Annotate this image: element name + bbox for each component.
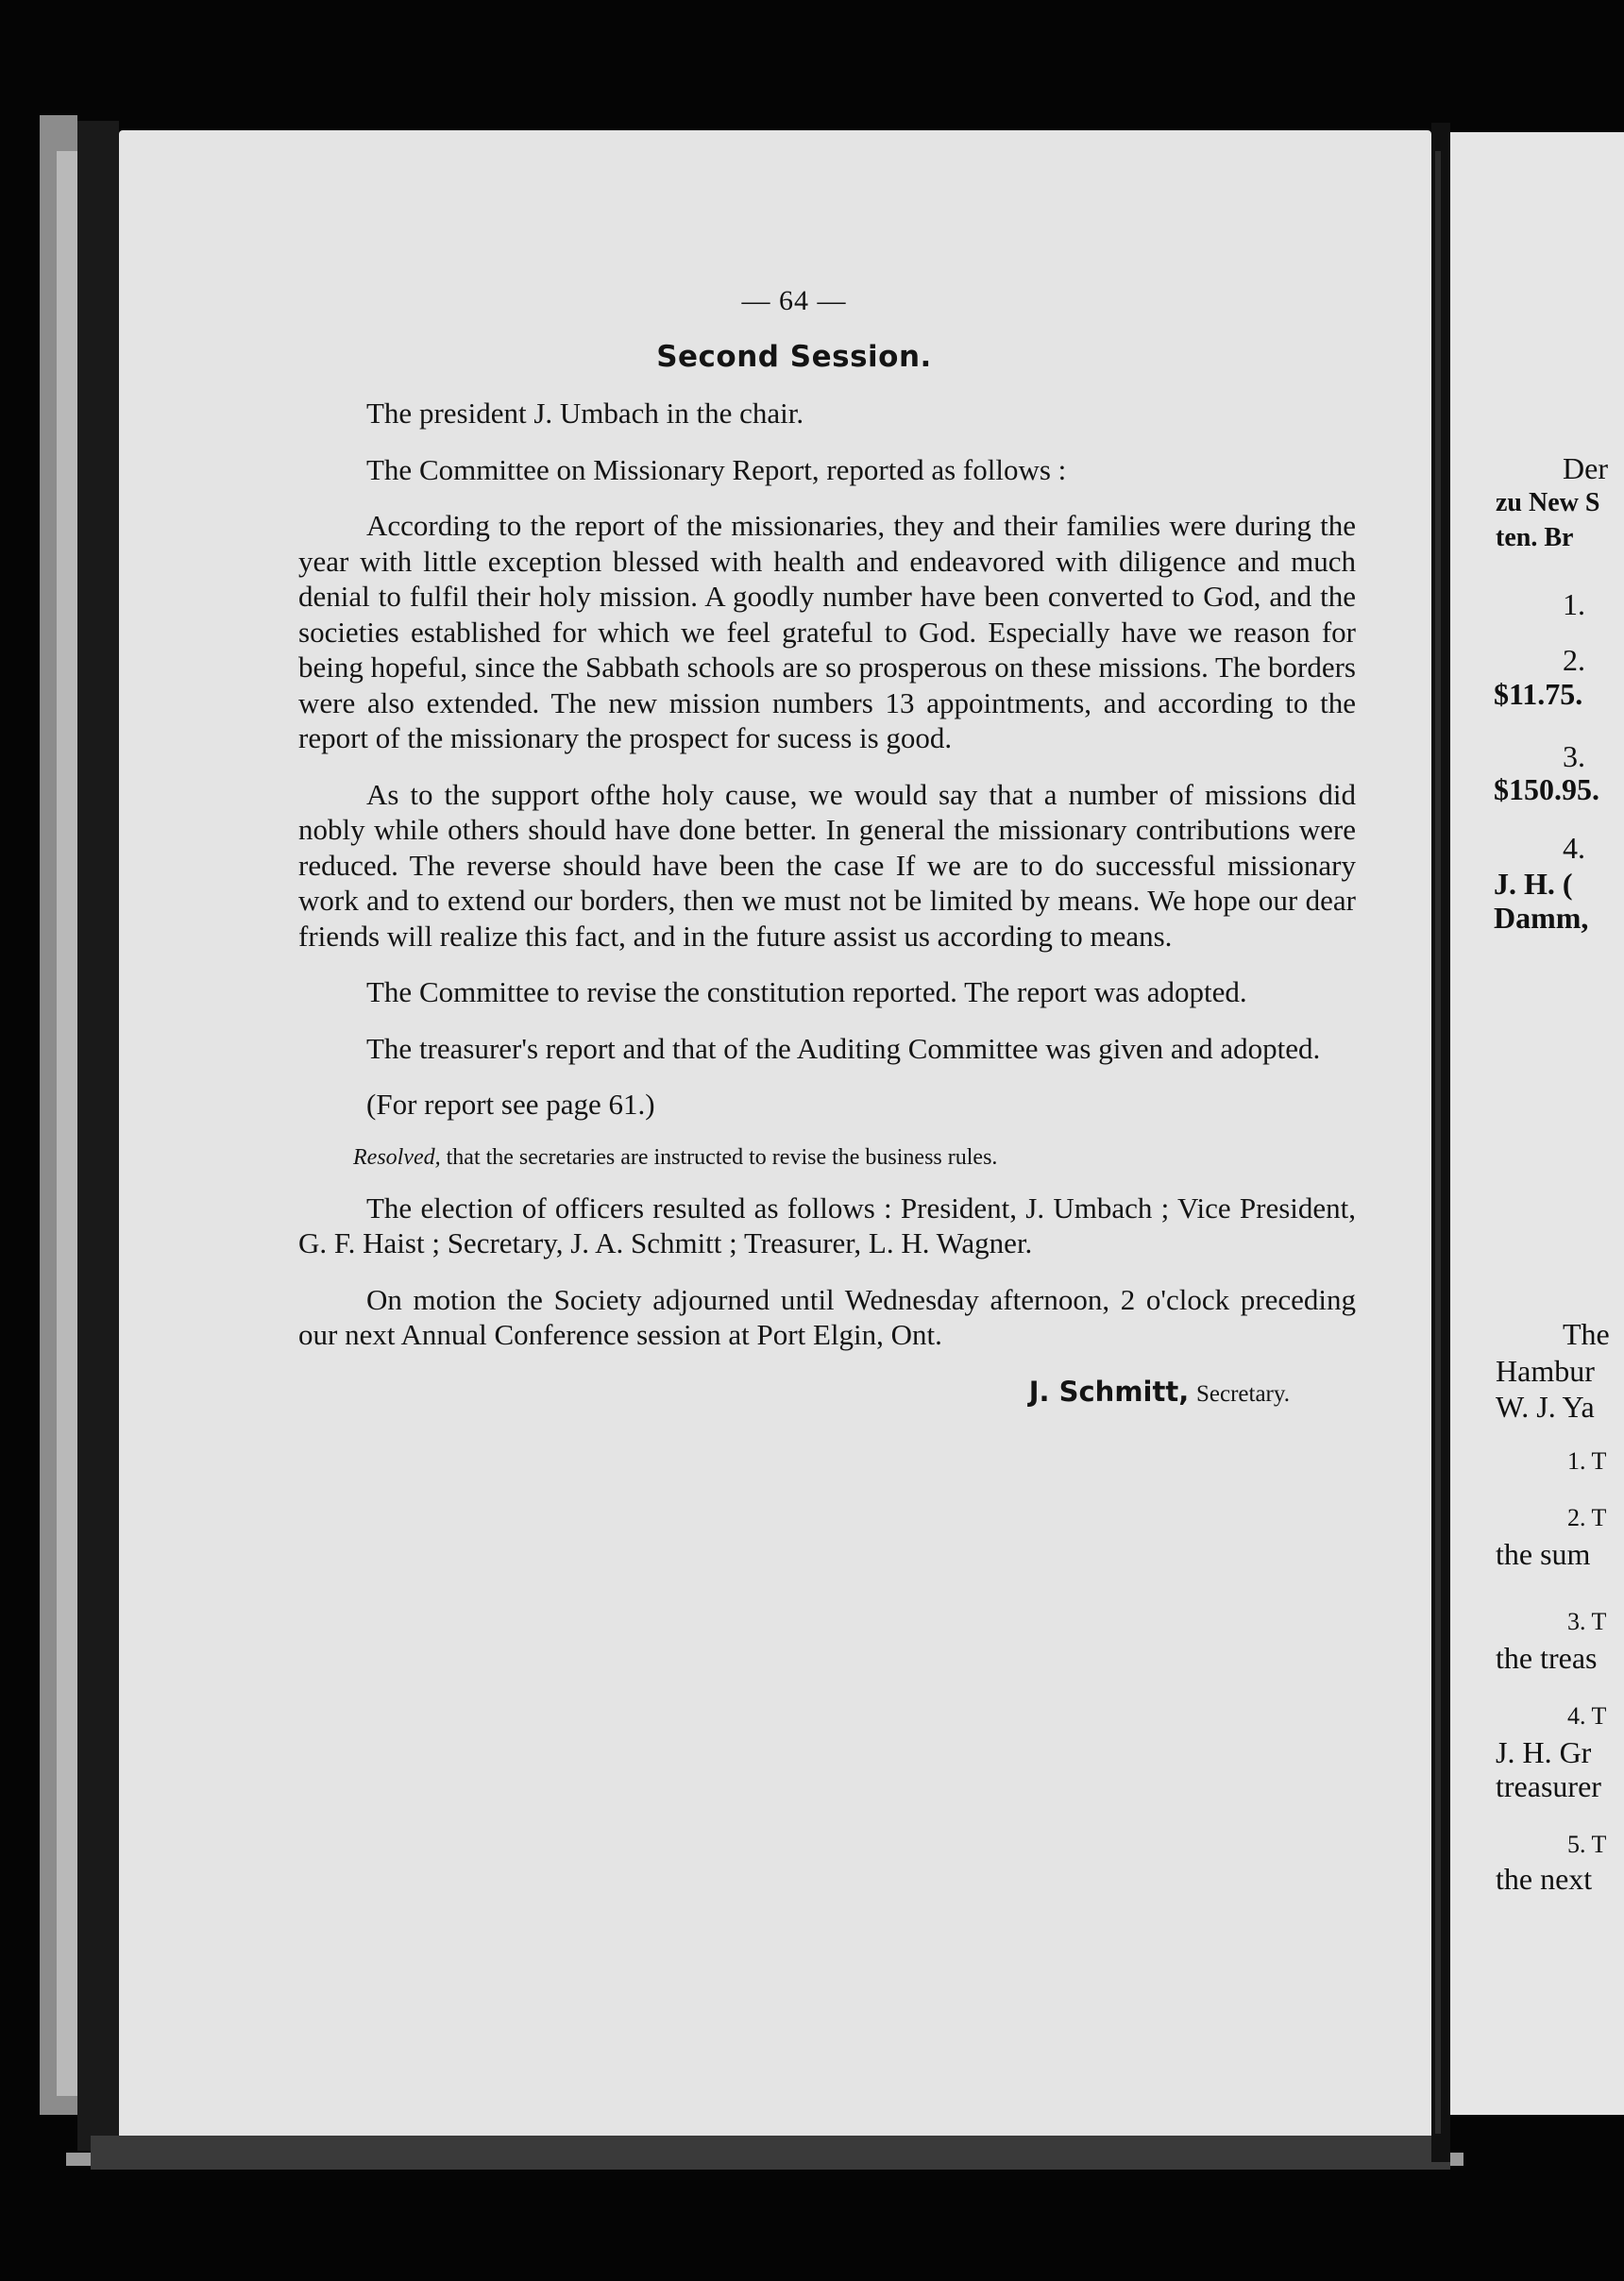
signature bbox=[298, 1374, 1356, 1412]
paragraph-chair: The president J. Umbach in the chair. bbox=[366, 397, 804, 430]
right-page-line: Damm, bbox=[1494, 901, 1589, 935]
resolution-label: Resolved, bbox=[353, 1144, 441, 1170]
right-page-line: the sum bbox=[1496, 1537, 1591, 1571]
book-edge-shadow bbox=[77, 121, 119, 2151]
right-page-fragment bbox=[1450, 132, 1624, 2115]
signature-title: Secretary. bbox=[1195, 1380, 1290, 1407]
right-page-line: Hambur bbox=[1496, 1354, 1595, 1388]
right-page-line: $150.95. bbox=[1494, 772, 1599, 806]
page-bottom-edge bbox=[91, 2136, 1450, 2170]
right-page-line: J. H. ( bbox=[1494, 867, 1573, 901]
paragraph-support: As to the support ofthe holy cause, we would say that a number of missions did nobly while others should have done better. In general the missionary contributions were reduced. The reverse should have been the case If we are to do successful missionary work and to extend our borders, then we must not be limited by means. We hope our dear friends will realize this fact, and in the future assist us according to means. bbox=[298, 777, 1356, 953]
paragraph-adjournment: On motion the Society adjourned until Wednesday afternoon, 2 o'clock preceding our next Annual Conference session at Port Elgin, Ont. bbox=[298, 1282, 1356, 1351]
right-page-line: 3. T bbox=[1567, 1608, 1607, 1635]
right-page-line: 2. T bbox=[1567, 1504, 1607, 1531]
resolution-text: that the secretaries are instructed to revise the business rules. bbox=[440, 1144, 998, 1170]
book-gutter-line bbox=[1435, 151, 1441, 2134]
right-page-line: 3. bbox=[1563, 739, 1585, 773]
right-page-line: $11.75. bbox=[1494, 677, 1583, 711]
book-edge-pages bbox=[57, 151, 77, 2096]
right-page-line: Der bbox=[1563, 451, 1608, 485]
right-page-line: 2. bbox=[1563, 643, 1585, 677]
paragraph-committee-intro: The Committee on Missionary Report, reported as follows : bbox=[366, 452, 1067, 486]
right-page-line: the next bbox=[1496, 1862, 1593, 1896]
paragraph-report-reference: (For report see page 61.) bbox=[366, 1088, 655, 1121]
section-heading: Second Session. bbox=[656, 339, 932, 374]
right-page-line: 5. T bbox=[1567, 1831, 1607, 1858]
right-page-line: treasurer bbox=[1496, 1769, 1601, 1803]
right-page-line: 1. T bbox=[1567, 1447, 1607, 1475]
right-page-line: zu New S bbox=[1496, 488, 1600, 517]
left-page-content bbox=[298, 283, 1356, 1411]
right-page-line: 4. bbox=[1563, 831, 1585, 865]
right-page-line: W. J. Ya bbox=[1496, 1390, 1595, 1424]
paragraph-constitution: The Committee to revise the constitution reported. The report was adopted. bbox=[366, 975, 1247, 1008]
book-gutter bbox=[1431, 123, 1450, 2162]
right-page-line: ten. Br bbox=[1496, 523, 1574, 552]
right-page-line: The bbox=[1563, 1317, 1610, 1351]
right-page-line: 4. T bbox=[1567, 1702, 1607, 1730]
right-page-line: the treas bbox=[1496, 1641, 1598, 1675]
signature-name: J. Schmitt, bbox=[1028, 1375, 1190, 1408]
right-page-line: 1. bbox=[1563, 587, 1585, 621]
resolution bbox=[298, 1143, 1356, 1172]
paragraph-treasurer: The treasurer's report and that of the Auditing Committee was given and adopted. bbox=[366, 1031, 1321, 1065]
right-page-line: J. H. Gr bbox=[1496, 1735, 1592, 1769]
paragraph-missionary-report: According to the report of the missionaries, they and their families were during the year with little exception blessed with health and endeavored with diligence and much denial to fulfil their holy mission. A goodly number have been converted to God, and the societies established for which we feel grateful to God. Especially have we reason for being hopeful, since the Sabbath schools are so prosperous on these missions. The borders were also extended. The new mission numbers 13 appointments, and according to the report of the missionary the prospect for sucess is good. bbox=[298, 509, 1356, 754]
paragraph-election: The election of officers resulted as follows : President, J. Umbach ; Vice President, G. F. Haist ; Secretary, J. A. Schmitt ; Treasurer, L. H. Wagner. bbox=[298, 1191, 1356, 1259]
page-number: — 64 — bbox=[741, 285, 847, 316]
